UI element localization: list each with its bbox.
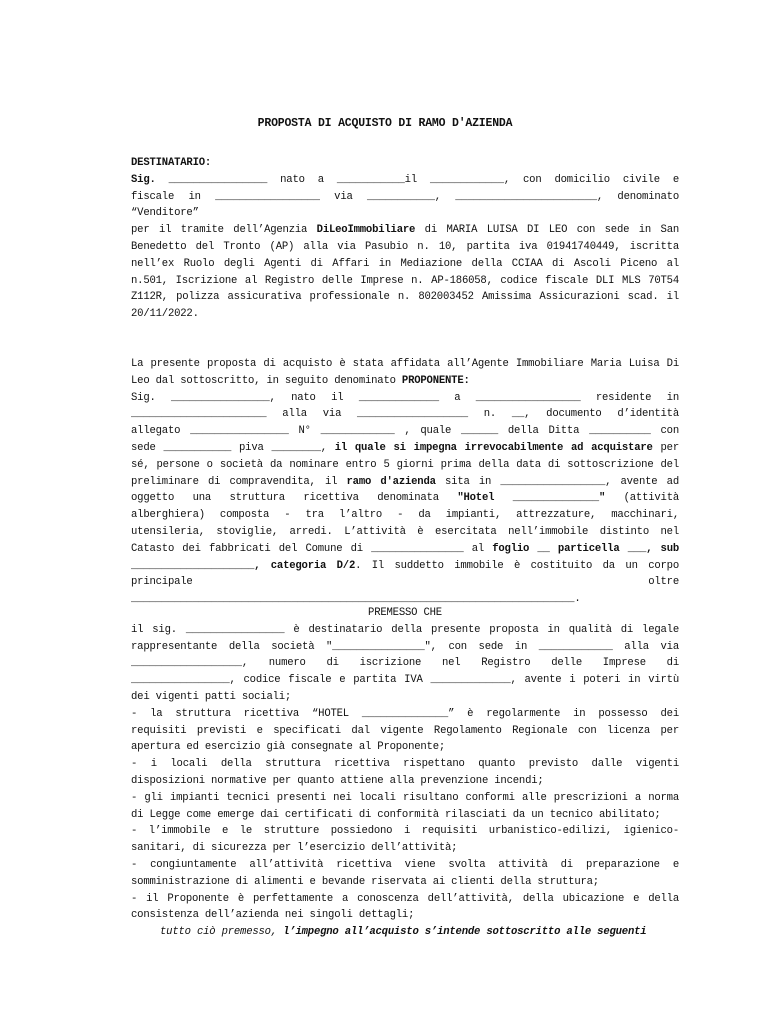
text-run: "Hotel (457, 492, 495, 505)
text-run: sede ___________ piva ________, (131, 441, 335, 454)
text-run: La presente proposta di acquisto è stata affidata all’Agente Immobiliare Maria Luisa Di (131, 358, 679, 370)
document-title: PROPOSTA DI ACQUISTO DI RAMO D'AZIENDA (257, 117, 513, 130)
text-line (131, 440, 679, 457)
text-line (131, 574, 679, 591)
text-line (131, 907, 679, 924)
text-line (131, 823, 679, 840)
text-line (131, 672, 679, 689)
premesso-section (131, 605, 679, 941)
text-line (131, 423, 679, 440)
text-run: - il Proponente è perfettamente a conoscenza dell’attività, della ubicazione e della (131, 892, 679, 905)
text-run: “Venditore” (131, 207, 199, 220)
text-line (131, 655, 679, 672)
destinatario-body (131, 172, 679, 323)
text-line (131, 172, 679, 189)
text-line (131, 524, 679, 541)
text-line (131, 273, 679, 290)
text-run: allegato ________________ N° ____________ , quale ______ della Ditta __________ con (131, 425, 679, 438)
text-line (131, 406, 679, 423)
text-line (131, 558, 679, 575)
text-line (131, 739, 679, 756)
text-run: rappresentante della società "_______________", con sede in ____________ alla via (131, 640, 679, 653)
text-line (131, 773, 679, 790)
premesso-body (131, 622, 679, 924)
text-run: di Legge come emerge dai certificati di conformità rilasciati da un tecnico abilitato; (131, 808, 661, 821)
text-line (131, 256, 679, 273)
text-run: principale oltre (131, 576, 679, 589)
text-line (131, 840, 679, 857)
text-run: apertura ed esercizio già consegnate al Proponente; (131, 741, 446, 754)
text-line (131, 189, 679, 206)
text-run: sita in _________________, avente ad (435, 475, 679, 488)
text-run: ________________, codice fiscale e partita IVA _____________, avente i poteri in virtù (131, 674, 679, 687)
proponente-body (131, 356, 679, 608)
text-line (131, 239, 679, 256)
text-line (131, 891, 679, 908)
text-line (131, 356, 679, 373)
text-run: il quale si impegna irrevocabilmente ad acquistare (334, 441, 653, 454)
text-run: ________________ nato a ___________il ____________, con domicilio civile e (155, 173, 679, 186)
text-run: - i locali della struttura ricettiva rispettano quanto previsto dalle vigenti (131, 758, 679, 771)
text-run: l’impegno all’acquisto s’intende sottoscritto alle seguenti (283, 926, 647, 939)
text-run: - l’immobile e le strutture possiedono i requisiti urbanistico-edilizi, igienico- (131, 825, 679, 838)
text-run: somministrazione di alimenti e bevande riservata ai clienti della struttura; (131, 875, 599, 888)
text-run: - congiuntamente all’attività ricettiva viene svolta attività di preparazione e (131, 858, 679, 871)
text-run: __________________, numero di iscrizione nel Registro delle Imprese di (131, 657, 679, 670)
text-run: nell’ex Ruolo degli Agenti di Affari in Mediazione della CCIAA di Ascoli Piceno al (131, 257, 679, 270)
text-line (131, 474, 679, 491)
destinatario-section (131, 155, 679, 323)
text-run: DiLeoImmobiliare (316, 224, 416, 237)
text-line (131, 541, 679, 558)
text-run: tutto ciò premesso, (160, 926, 284, 939)
text-line (131, 689, 679, 706)
text-line (131, 205, 679, 222)
premesso-heading: PREMESSO CHE (368, 607, 442, 619)
closing-line (131, 924, 679, 941)
text-run: Z112R, polizza assicurativa professionale n. 802003452 Amissima Assicurazioni scad. il (131, 291, 679, 304)
text-run: Sig. (131, 173, 156, 186)
text-run: ______________ (494, 492, 599, 505)
text-line (131, 306, 679, 323)
text-run: PROPONENTE: (401, 374, 470, 387)
text-run: ramo d'azienda (346, 475, 436, 488)
text-run: sé, persone o società da nominare entro 5 giorni prima della data di sottoscrizione del (131, 458, 679, 471)
text-run: - gli impianti tecnici presenti nei locali risultano conformi alle prescrizioni a norma (131, 791, 679, 804)
text-run: n.501, Iscrizione al Registro delle Imprese n. AP-186058, codice fiscale DLI MLS 70T54 (131, 274, 679, 287)
proponente-section (131, 356, 679, 608)
text-run: fiscale in _________________ via ___________, _______________________, denominato (131, 190, 679, 203)
text-run: - la struttura ricettiva “HOTEL ______________” è regolarmente in possesso dei (131, 707, 679, 720)
text-run: per (652, 441, 679, 454)
text-run: alberghiera) composta - tra l’altro - da impianti, attrezzature, macchinari, (131, 509, 679, 522)
text-run: ____________________, categoria D/2 (131, 559, 356, 572)
text-run: ______________________ alla via __________________ n. __, documento d’identità (131, 408, 679, 421)
text-run: Catasto dei fabbricati del Comune di _______________ al (131, 542, 493, 555)
text-line (131, 507, 679, 524)
text-line (131, 639, 679, 656)
text-run: il sig. ________________ è destinatario della presente proposta in qualità di legale (131, 623, 679, 636)
text-run: 20/11/2022. (131, 308, 199, 321)
text-run: consistenza dell’azienda nei singoli dettagli; (131, 909, 415, 922)
text-line (131, 622, 679, 639)
text-run: " (598, 492, 606, 505)
text-line (131, 790, 679, 807)
text-run: di MARIA LUISA DI LEO con sede in San (415, 224, 679, 237)
text-run: per il tramite dell’Agenzia (131, 224, 317, 237)
text-run: disposizioni normative per quanto attiene alla prevenzione incendi; (131, 774, 544, 787)
text-run: Benedetto del Tronto (AP) alla via Pasubio n. 10, partita iva 01941740449, iscritta (131, 240, 679, 253)
text-run: Sig. ________________, nato il _____________ a _________________ residente in (131, 391, 679, 404)
text-line (131, 289, 679, 306)
text-line (131, 874, 679, 891)
text-line (131, 222, 679, 239)
text-line (131, 390, 679, 407)
text-run: (attività (605, 492, 679, 505)
text-line (131, 857, 679, 874)
text-run: utensileria, stoviglie, arredi. L’attività è esercitata nell’immobile distinto nel (131, 525, 679, 538)
text-run: dei vigenti patti sociali; (131, 690, 292, 703)
text-run: requisiti previsti e specificati dal vigente Regolamento Regionale con licenza per (131, 724, 679, 737)
text-run: . Il suddetto immobile è costituito da un corpo (355, 559, 679, 572)
destinatario-heading: DESTINATARIO: (131, 157, 212, 169)
text-run: sanitari, di sicurezza per l’esercizio dell’attività; (131, 842, 458, 855)
text-run: preliminare di compravendita, il (131, 475, 347, 488)
text-run: Leo dal sottoscritto, in seguito denominato (131, 374, 402, 387)
text-run: ________________________________________________________________________. (131, 593, 581, 606)
text-line (131, 706, 679, 723)
text-run: foglio __ particella ___, sub (492, 542, 679, 555)
text-line (131, 373, 679, 390)
text-line (131, 756, 679, 773)
text-line (131, 457, 679, 474)
text-line (131, 807, 679, 824)
text-run: oggetto una struttura ricettiva denominata (131, 492, 458, 505)
text-line (131, 723, 679, 740)
text-line (131, 490, 679, 507)
